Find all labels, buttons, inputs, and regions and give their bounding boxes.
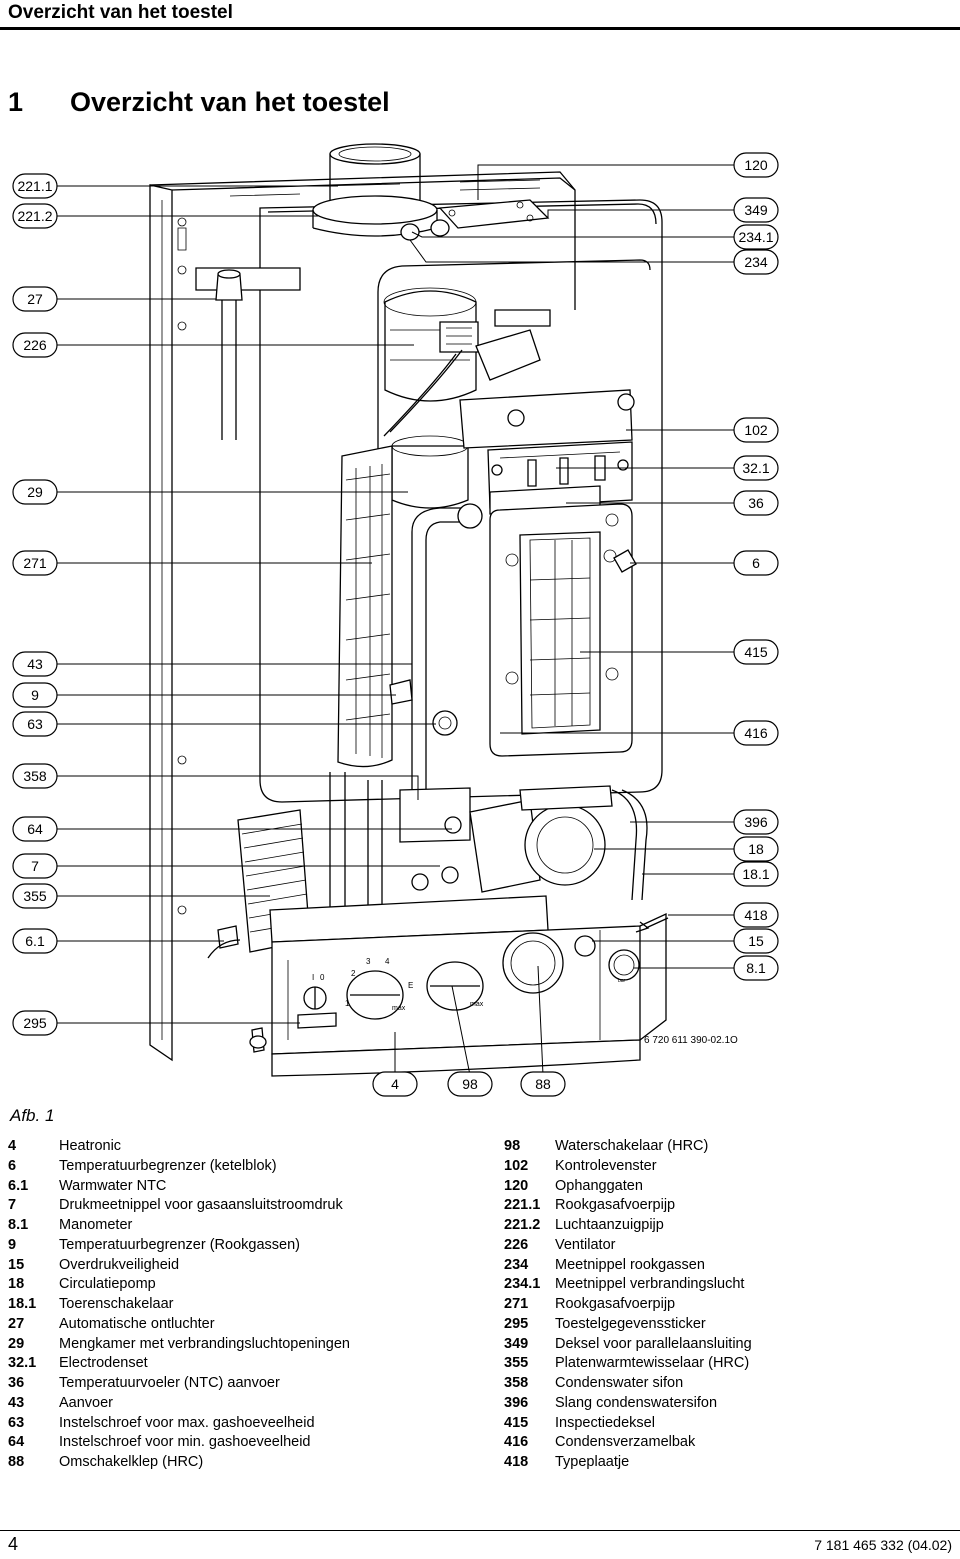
callout-43: [13, 652, 57, 676]
svg-text:36: 36: [748, 495, 764, 511]
dial-1-mark-3: 3: [366, 957, 371, 966]
legend-label: Heatronic: [59, 1138, 122, 1154]
callout-358: [13, 764, 57, 788]
legend-item: [8, 1137, 488, 1157]
page-number: 4: [8, 1534, 19, 1554]
chapter-number: 1: [8, 87, 24, 117]
chapter-title-text: Overzicht van het toestel: [70, 87, 390, 117]
legend-code: 415: [504, 1414, 529, 1431]
svg-text:63: 63: [27, 716, 43, 732]
legend-label: Electrodenset: [59, 1355, 148, 1372]
legend-code: 29: [8, 1335, 25, 1352]
svg-text:27: 27: [27, 291, 43, 307]
legend-code: 221.2: [504, 1217, 541, 1233]
callout-27: [13, 287, 57, 311]
document-code: 7 181 465 332 (04.02): [814, 1537, 952, 1553]
callout-295: [13, 1011, 57, 1035]
callout-221-2: [13, 204, 57, 228]
legend-code: 63: [8, 1414, 25, 1431]
legend-item: [504, 1196, 954, 1216]
legend-label: Toerenschakelaar: [59, 1296, 174, 1312]
legend-code: 234: [504, 1256, 529, 1273]
legend-item: [504, 1374, 954, 1394]
legend-code: 349: [504, 1335, 529, 1352]
legend-code: 102: [504, 1157, 529, 1174]
boiler-exploded-drawing: [0, 140, 960, 1100]
legend-label: Toestelgegevenssticker: [555, 1315, 706, 1332]
legend-item: [8, 1315, 488, 1335]
callout-120: [734, 153, 778, 177]
legend-code: 234.1: [504, 1276, 541, 1293]
legend-code: 8.1: [8, 1217, 29, 1233]
callout-15: [734, 929, 778, 953]
legend-label: Drukmeetnippel voor gasaansluitstroomdruk: [59, 1197, 343, 1214]
svg-text:6.1: 6.1: [25, 933, 45, 949]
legend-left: [8, 1137, 488, 1473]
legend-label: Luchtaanzuigpijp: [555, 1217, 664, 1233]
callout-418: [734, 903, 778, 927]
svg-text:355: 355: [23, 888, 47, 904]
svg-text:226: 226: [23, 337, 47, 353]
legend-label: Platenwarmtewisselaar (HRC): [555, 1355, 750, 1372]
callout-18: [734, 837, 778, 861]
legend-code: 355: [504, 1355, 529, 1372]
legend-label: Slang condenswatersifon: [555, 1394, 718, 1411]
legend-code: 27: [8, 1315, 25, 1332]
callout-349: [734, 198, 778, 222]
legend-code: 4: [8, 1138, 17, 1154]
legend-code: 88: [8, 1454, 25, 1470]
svg-text:6: 6: [752, 555, 760, 571]
svg-text:15: 15: [748, 933, 764, 949]
legend-item: [504, 1236, 954, 1256]
callout-234-1: [734, 225, 778, 249]
callout-415: [734, 640, 778, 664]
svg-text:32.1: 32.1: [742, 460, 770, 476]
legend-label: Instelschroef voor max. gashoeveelheid: [59, 1414, 315, 1431]
legend-code: 418: [504, 1454, 529, 1470]
legend-item: [504, 1256, 954, 1276]
legend-label: Condensverzamelbak: [555, 1434, 696, 1451]
svg-text:221.1: 221.1: [17, 178, 53, 194]
legend-code: 120: [504, 1177, 529, 1194]
legend-code: 6: [8, 1157, 17, 1174]
callout-64: [13, 817, 57, 841]
legend-code: 271: [504, 1296, 529, 1312]
legend-label: Meetnippel verbrandingslucht: [555, 1276, 745, 1293]
legend-label: Waterschakelaar (HRC): [555, 1138, 709, 1154]
boiler-illustration: [150, 144, 668, 1076]
legend-label: Aanvoer: [59, 1394, 114, 1411]
legend-item: [504, 1216, 954, 1236]
callout-9: [13, 683, 57, 707]
legend-right: [504, 1137, 954, 1473]
callout-32-1: [734, 456, 778, 480]
svg-text:98: 98: [462, 1076, 478, 1092]
legend-label: Omschakelklep (HRC): [59, 1454, 204, 1470]
legend-item: [8, 1433, 488, 1453]
dial-1-mark-4: 4: [385, 957, 390, 966]
callout-18-1: [734, 862, 778, 886]
legend-label: Meetnippel rookgassen: [555, 1256, 705, 1273]
legend-item: [8, 1216, 488, 1236]
callout-226: [13, 333, 57, 357]
figure-caption: Afb. 1: [10, 1106, 55, 1125]
svg-text:18.1: 18.1: [742, 866, 770, 882]
legend-label: Kontrolevenster: [555, 1157, 657, 1174]
legend-item: [504, 1315, 954, 1335]
callout-355: [13, 884, 57, 908]
switch-mark-on: I: [312, 973, 315, 982]
legend-code: 64: [8, 1434, 25, 1451]
legend-item: [8, 1453, 488, 1473]
legend-code: 9: [8, 1236, 17, 1253]
callout-6: [734, 551, 778, 575]
legend-label: Deksel voor parallelaansluiting: [555, 1335, 752, 1352]
callout-416: [734, 721, 778, 745]
legend-item: [504, 1394, 954, 1414]
legend-code: 396: [504, 1394, 529, 1411]
svg-text:64: 64: [27, 821, 43, 837]
legend-item: [504, 1335, 954, 1355]
callout-63: [13, 712, 57, 736]
legend-item: [8, 1394, 488, 1414]
callout-234: [734, 250, 778, 274]
legend-label: Mengkamer met verbrandingsluchtopeningen: [59, 1335, 350, 1352]
legend-label: Inspectiedeksel: [555, 1414, 655, 1431]
legend-label: Rookgasafvoerpijp: [555, 1197, 676, 1214]
dial-1-mark-max: max: [392, 1005, 406, 1012]
legend-code: 226: [504, 1236, 529, 1253]
legend-item: [8, 1374, 488, 1394]
legend-item: [8, 1335, 488, 1355]
callout-7: [13, 854, 57, 878]
callout-102: [734, 418, 778, 442]
legend-label: Typeplaatje: [555, 1454, 630, 1470]
legend-code: 32.1: [8, 1355, 37, 1372]
legend-code: 43: [8, 1394, 25, 1411]
legend-code: 6.1: [8, 1177, 29, 1194]
legend-label: Warmwater NTC: [59, 1177, 167, 1194]
callout-8-1: [734, 956, 778, 980]
svg-text:396: 396: [744, 814, 768, 830]
callout-29: [13, 480, 57, 504]
svg-text:8.1: 8.1: [746, 960, 766, 976]
legend-item: [8, 1275, 488, 1295]
svg-text:43: 43: [27, 656, 43, 672]
legend-label: Condenswater sifon: [555, 1375, 684, 1391]
svg-text:7: 7: [31, 858, 39, 874]
svg-text:415: 415: [744, 644, 768, 660]
svg-text:29: 29: [27, 484, 43, 500]
callout-221-1: [13, 174, 57, 198]
legend-label: Overdrukveiligheid: [59, 1256, 180, 1273]
gauge-unit: bar: [618, 978, 626, 984]
svg-text:88: 88: [535, 1076, 551, 1092]
legend-code: 295: [504, 1315, 529, 1332]
legend-item: [504, 1354, 954, 1374]
dial-1-mark-e: E: [408, 981, 414, 990]
svg-text:358: 358: [23, 768, 47, 784]
legend-item: [504, 1157, 954, 1177]
svg-text:18: 18: [748, 841, 764, 857]
legend-item: [8, 1196, 488, 1216]
header-rule: [0, 27, 960, 30]
legend-item: [8, 1414, 488, 1434]
legend-item: [504, 1275, 954, 1295]
svg-text:295: 295: [23, 1015, 47, 1031]
svg-text:102: 102: [744, 422, 768, 438]
legend-item: [8, 1236, 488, 1256]
footer-rule: [0, 1530, 960, 1531]
svg-text:416: 416: [744, 725, 768, 741]
dial-2-mark-max: max: [470, 1001, 484, 1008]
legend-item: [8, 1256, 488, 1276]
dial-1-mark-2: 2: [351, 969, 356, 978]
callout-36: [734, 491, 778, 515]
svg-text:271: 271: [23, 555, 47, 571]
switch-mark-off: 0: [320, 973, 325, 982]
legend-code: 18: [8, 1276, 25, 1293]
callout-88: [521, 1072, 565, 1096]
callout-396: [734, 810, 778, 834]
dial-1-mark-1: 1: [345, 999, 350, 1008]
legend-label: Automatische ontluchter: [59, 1315, 215, 1332]
legend-code: 18.1: [8, 1296, 37, 1312]
legend-label: Rookgasafvoerpijp: [555, 1296, 676, 1312]
svg-text:4: 4: [391, 1076, 399, 1092]
legend-item: [504, 1137, 954, 1157]
legend-item: [504, 1453, 954, 1473]
legend-code: 15: [8, 1256, 25, 1273]
legend-code: 36: [8, 1375, 25, 1391]
running-header: Overzicht van het toestel: [8, 2, 233, 23]
legend-label: Instelschroef voor min. gashoeveelheid: [59, 1434, 311, 1451]
legend-item: [504, 1295, 954, 1315]
legend-item: [504, 1414, 954, 1434]
legend-item: [8, 1157, 488, 1177]
legend-label: Ophanggaten: [555, 1177, 643, 1194]
callout-6-1: [13, 929, 57, 953]
legend-item: [8, 1354, 488, 1374]
svg-text:234: 234: [744, 254, 768, 270]
svg-text:349: 349: [744, 202, 768, 218]
legend-code: 7: [8, 1197, 17, 1214]
callout-98: [448, 1072, 492, 1096]
legend-item: [8, 1177, 488, 1197]
legend-item: [504, 1433, 954, 1453]
callout-4: [373, 1072, 417, 1096]
legend-label: Temperatuurvoeler (NTC) aanvoer: [59, 1375, 280, 1391]
legend-code: 358: [504, 1375, 529, 1391]
legend-label: Ventilator: [555, 1236, 616, 1253]
legend-label: Temperatuurbegrenzer (ketelblok): [59, 1157, 277, 1174]
svg-text:234.1: 234.1: [738, 229, 774, 245]
legend-label: Circulatiepomp: [59, 1276, 156, 1293]
svg-text:120: 120: [744, 157, 768, 173]
legend-item: [8, 1295, 488, 1315]
svg-text:9: 9: [31, 687, 39, 703]
svg-text:221.2: 221.2: [17, 208, 53, 224]
chapter-title: [8, 84, 390, 120]
drawing-code: 6 720 611 390-02.1O: [644, 1035, 738, 1046]
legend-code: 98: [504, 1138, 521, 1154]
callout-271: [13, 551, 57, 575]
legend-code: 221.1: [504, 1197, 541, 1214]
legend-label: Manometer: [59, 1217, 133, 1233]
legend-label: Temperatuurbegrenzer (Rookgassen): [59, 1236, 300, 1253]
legend-item: [504, 1177, 954, 1197]
svg-text:418: 418: [744, 907, 768, 923]
legend-code: 416: [504, 1434, 529, 1451]
